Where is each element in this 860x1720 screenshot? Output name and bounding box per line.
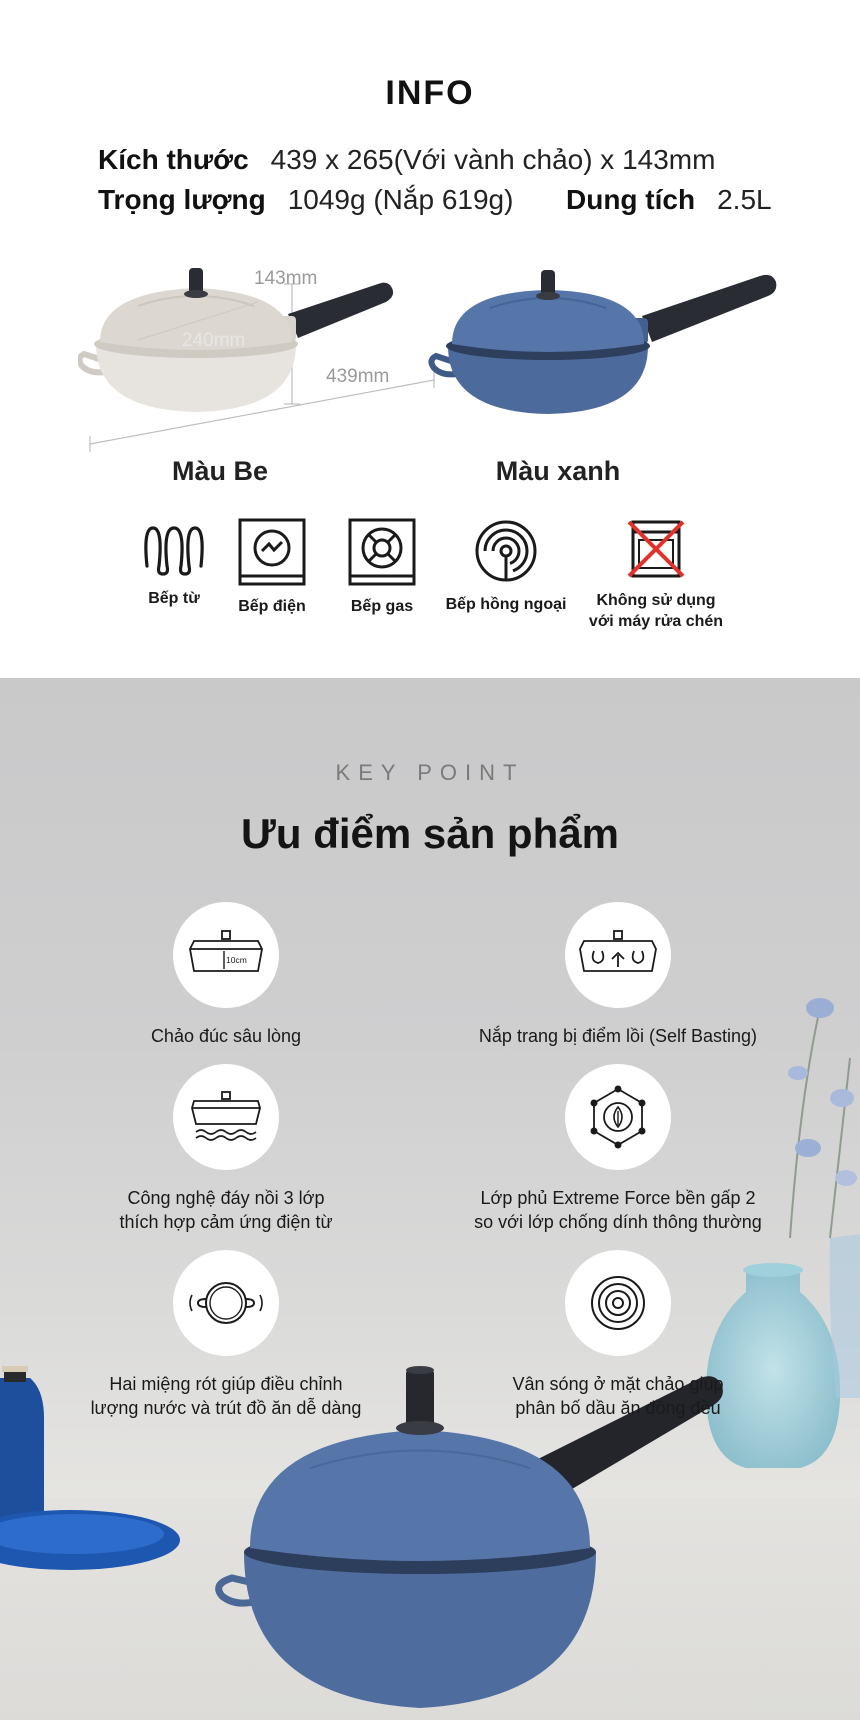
feature-three-layer-base xyxy=(46,1064,406,1234)
stove-label: Bếp từ xyxy=(148,590,200,607)
stove-infrared xyxy=(440,518,572,615)
feature-text-line2: thích hợp cảm ứng điện từ xyxy=(119,1212,333,1232)
feature-text-line1: Lớp phủ Extreme Force bền gấp 2 xyxy=(480,1188,756,1208)
stove-label-line2: với máy rửa chén xyxy=(588,613,724,630)
capacity-label: Dung tích xyxy=(566,184,696,215)
feature-text-line1: Hai miệng rót giúp điều chỉnh xyxy=(109,1374,343,1394)
feature-pouring-spout xyxy=(46,1250,406,1420)
beige-pan-image xyxy=(78,262,438,462)
feature-icon-circle xyxy=(565,902,671,1008)
feature-text-line2: so với lớp chống dính thông thường xyxy=(474,1212,762,1232)
feature-icon-circle xyxy=(173,1250,279,1356)
wave-surface-icon xyxy=(588,1273,648,1333)
capacity-value: 2.5L xyxy=(717,184,772,215)
feature-deep-pan xyxy=(46,902,406,1048)
weight-value: 1049g (Nắp 619g) xyxy=(287,184,514,215)
stove-label: Bếp hồng ngoại xyxy=(445,596,567,613)
size-spec xyxy=(98,144,715,176)
color-beige-label: Màu Be xyxy=(171,456,269,486)
feature-text: Nắp trang bị điểm lồi (Self Basting) xyxy=(478,1026,758,1046)
feature-text-line1: Công nghệ đáy nồi 3 lớp xyxy=(127,1188,325,1208)
length-dimension: 439mm xyxy=(326,366,390,387)
feature-text-line2: phân bố dầu ăn đồng đều xyxy=(515,1398,721,1418)
stove-electric xyxy=(228,518,316,617)
three-layer-base-icon xyxy=(188,1090,264,1144)
size-label: Kích thước xyxy=(98,144,249,175)
weight-spec xyxy=(98,184,772,216)
no-dishwasher-icon xyxy=(625,518,687,580)
induction-coil-icon xyxy=(141,518,207,578)
feature-text: Chảo đúc sâu lòng xyxy=(150,1026,302,1046)
feature-extreme-force xyxy=(438,1064,798,1234)
color-blue-label: Màu xanh xyxy=(495,456,621,486)
capacity-spec xyxy=(566,184,772,216)
keypoint-title: Ưu điểm sản phẩm xyxy=(241,810,619,857)
stove-gas xyxy=(340,518,424,617)
deep-pan-badge: 10cm xyxy=(226,955,247,965)
feature-icon-circle xyxy=(173,902,279,1008)
stove-label: Bếp gas xyxy=(350,598,414,615)
feature-icon-circle xyxy=(173,1064,279,1170)
weight-label: Trọng lượng xyxy=(98,184,266,215)
height-dimension: 143mm xyxy=(254,268,318,289)
stove-induction xyxy=(132,518,216,609)
keypoint-section xyxy=(0,678,860,1720)
info-section xyxy=(0,0,860,678)
diameter-dimension: 240mm xyxy=(182,330,246,351)
feature-text-line2: lượng nước và trút đồ ăn dễ dàng xyxy=(90,1398,362,1418)
feature-icon-circle xyxy=(565,1064,671,1170)
pouring-spout-icon xyxy=(188,1273,264,1333)
gas-stove-icon xyxy=(348,518,416,586)
keypoint-eyebrow: KEY POINT xyxy=(335,760,525,785)
self-basting-lid-icon xyxy=(576,929,660,981)
deep-pan-icon xyxy=(186,929,266,981)
electric-stove-icon xyxy=(238,518,306,586)
infrared-stove-icon xyxy=(473,518,539,584)
stove-no-dishwasher xyxy=(582,518,730,632)
extreme-force-coating-icon xyxy=(586,1085,650,1149)
feature-self-basting xyxy=(438,902,798,1048)
info-title: INFO xyxy=(385,74,475,112)
blue-pan-image xyxy=(428,262,788,462)
feature-icon-circle xyxy=(565,1250,671,1356)
stove-label: Bếp điện xyxy=(238,598,306,615)
feature-text-line1: Vân sóng ở mặt chảo giúp xyxy=(512,1374,724,1394)
stove-label-line1: Không sử dụng xyxy=(596,592,716,609)
feature-wave-surface xyxy=(438,1250,798,1420)
size-value: 439 x 265(Với vành chảo) x 143mm xyxy=(270,144,716,175)
